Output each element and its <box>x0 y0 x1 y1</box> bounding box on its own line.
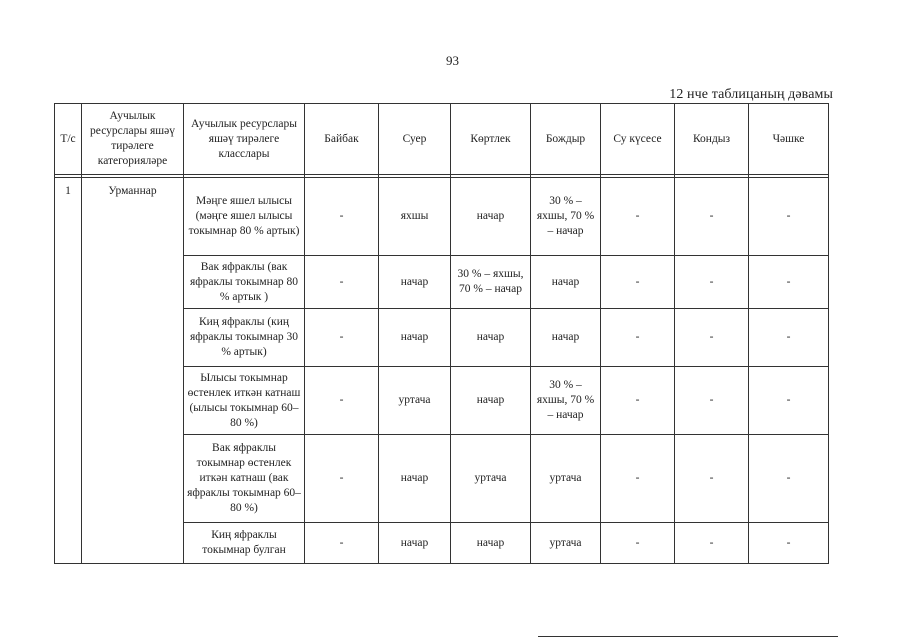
value-cell: - <box>675 367 749 435</box>
value-cell: - <box>601 523 675 564</box>
value-cell: начар <box>379 256 451 309</box>
value-cell: - <box>305 178 379 256</box>
value-cell: уртача <box>451 435 531 523</box>
value-cell: яхшы <box>379 178 451 256</box>
value-cell: - <box>305 309 379 367</box>
value-cell: - <box>601 256 675 309</box>
footer-rule <box>538 636 838 637</box>
header-chashke: Чәшке <box>749 104 829 175</box>
value-cell: - <box>749 523 829 564</box>
value-cell: - <box>305 523 379 564</box>
value-cell: уртача <box>531 435 601 523</box>
class-cell: Киң яфраклы (киң яфраклы токымнар 30 % артык) <box>184 309 305 367</box>
row-number: 1 <box>55 178 82 564</box>
header-kondyz: Кондыз <box>675 104 749 175</box>
value-cell: - <box>305 367 379 435</box>
value-cell: - <box>305 435 379 523</box>
value-cell: - <box>675 435 749 523</box>
value-cell: - <box>601 367 675 435</box>
header-class: Аучылык ресурслары яшәү тирәлеге класслары <box>184 104 305 175</box>
value-cell: - <box>675 178 749 256</box>
value-cell: - <box>749 178 829 256</box>
table-header-row <box>55 104 829 175</box>
value-cell: - <box>601 309 675 367</box>
header-bozhyr: Бождыр <box>531 104 601 175</box>
header-suer: Суер <box>379 104 451 175</box>
value-cell: - <box>675 523 749 564</box>
table-continuation-title: 12 нче таблицаның дәвамы <box>669 87 833 102</box>
category-cell: Урманнар <box>82 178 184 564</box>
value-cell: 30 % – яхшы, 70 % – начар <box>531 178 601 256</box>
value-cell: - <box>675 309 749 367</box>
value-cell: начар <box>379 309 451 367</box>
value-cell: - <box>749 435 829 523</box>
class-cell: Вак яфраклы (вак яфраклы токымнар 80 % артык ) <box>184 256 305 309</box>
header-kortlek: Көртлек <box>451 104 531 175</box>
value-cell: начар <box>379 435 451 523</box>
class-cell: Киң яфраклы токымнар булган <box>184 523 305 564</box>
value-cell: начар <box>451 367 531 435</box>
header-index: Т/с <box>55 104 82 175</box>
value-cell: начар <box>451 178 531 256</box>
value-cell: - <box>749 309 829 367</box>
value-cell: начар <box>379 523 451 564</box>
class-cell: Мәңге яшел ылысы (мәңге яшел ылысы токымнар 80 % артык) <box>184 178 305 256</box>
value-cell: - <box>749 256 829 309</box>
header-baibak: Байбак <box>305 104 379 175</box>
value-cell: начар <box>531 256 601 309</box>
value-cell: - <box>749 367 829 435</box>
table-row <box>55 178 829 256</box>
value-cell: начар <box>531 309 601 367</box>
value-cell: начар <box>451 309 531 367</box>
header-su-kusese: Су күсесе <box>601 104 675 175</box>
value-cell: 30 % – яхшы, 70 % – начар <box>451 256 531 309</box>
class-cell: Вак яфраклы токымнар өстенлек иткән катнаш (вак яфраклы токымнар 60–80 %) <box>184 435 305 523</box>
value-cell: уртача <box>531 523 601 564</box>
value-cell: - <box>601 178 675 256</box>
value-cell: 30 % – яхшы, 70 % – начар <box>531 367 601 435</box>
class-cell: Ылысы токымнар өстенлек иткән катнаш (ылысы токымнар 60–80 %) <box>184 367 305 435</box>
page-number: 93 <box>446 53 459 68</box>
habitat-table <box>54 103 829 564</box>
value-cell: - <box>601 435 675 523</box>
value-cell: - <box>675 256 749 309</box>
header-category: Аучылык ресурслары яшәү тирәлеге категорияләре <box>82 104 184 175</box>
value-cell: уртача <box>379 367 451 435</box>
value-cell: - <box>305 256 379 309</box>
value-cell: начар <box>451 523 531 564</box>
